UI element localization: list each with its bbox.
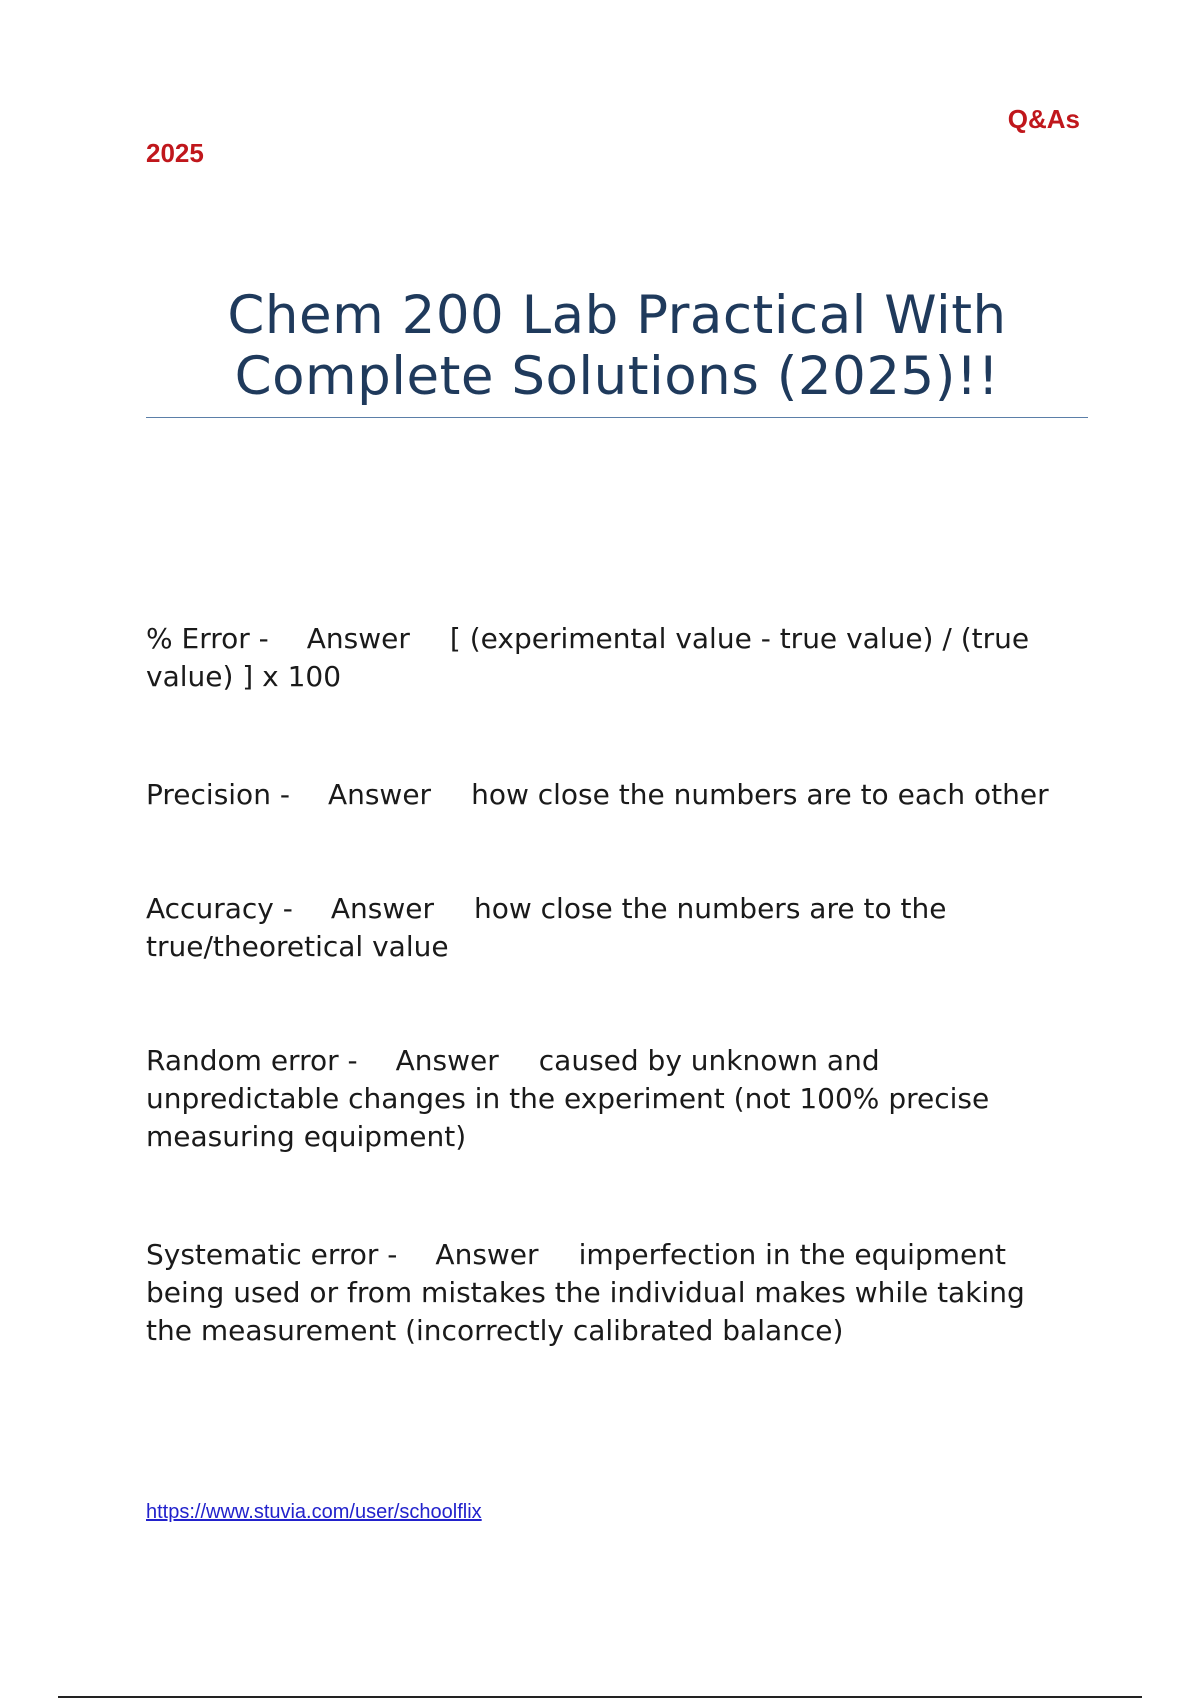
page-title-line-2: Complete Solutions (2025)!! [234,346,1000,407]
footer-source-link[interactable]: https://www.stuvia.com/user/schoolflix [146,1501,482,1523]
qa-answer-label: Answer [306,622,410,655]
qa-answer: imperfection in the equipment being used or from mistakes the individual makes while taking the measurement (incorrectly calibrated balance) [146,1238,1025,1347]
qa-item [146,1042,1066,1156]
title-block [146,285,1088,418]
qa-answer: how close the numbers are to the true/theoretical value [146,892,947,963]
qa-term: Systematic error - [146,1238,398,1271]
qa-answer-label: Answer [435,1238,539,1271]
page-bottom-divider [58,1696,1142,1698]
qa-item [146,620,1066,696]
header-year-tag: 2025 [146,138,204,168]
qa-list [146,620,1066,1350]
qa-answer: [ (experimental value - true value) / (true value) ] x 100 [146,622,1030,693]
header-qas-tag: Q&As [1007,104,1080,134]
qa-answer: caused by unknown and unpredictable changes in the experiment (not 100% precise measuring equipment) [146,1044,990,1153]
qa-answer-label: Answer [327,778,432,811]
page-title [146,285,1088,407]
page-title-line-1: Chem 200 Lab Practical With [227,285,1007,346]
qa-item [146,1236,1066,1350]
qa-answer: how close the numbers are to each other [471,778,1049,811]
title-underline [146,417,1088,418]
qa-term: Accuracy - [146,892,293,925]
qa-term: Random error - [146,1044,358,1077]
qa-item [146,890,1066,966]
qa-term: % Error - [146,622,269,655]
qa-answer-label: Answer [330,892,434,925]
qa-item [146,776,1066,814]
qa-term: Precision - [146,778,290,811]
qa-answer-label: Answer [395,1044,499,1077]
